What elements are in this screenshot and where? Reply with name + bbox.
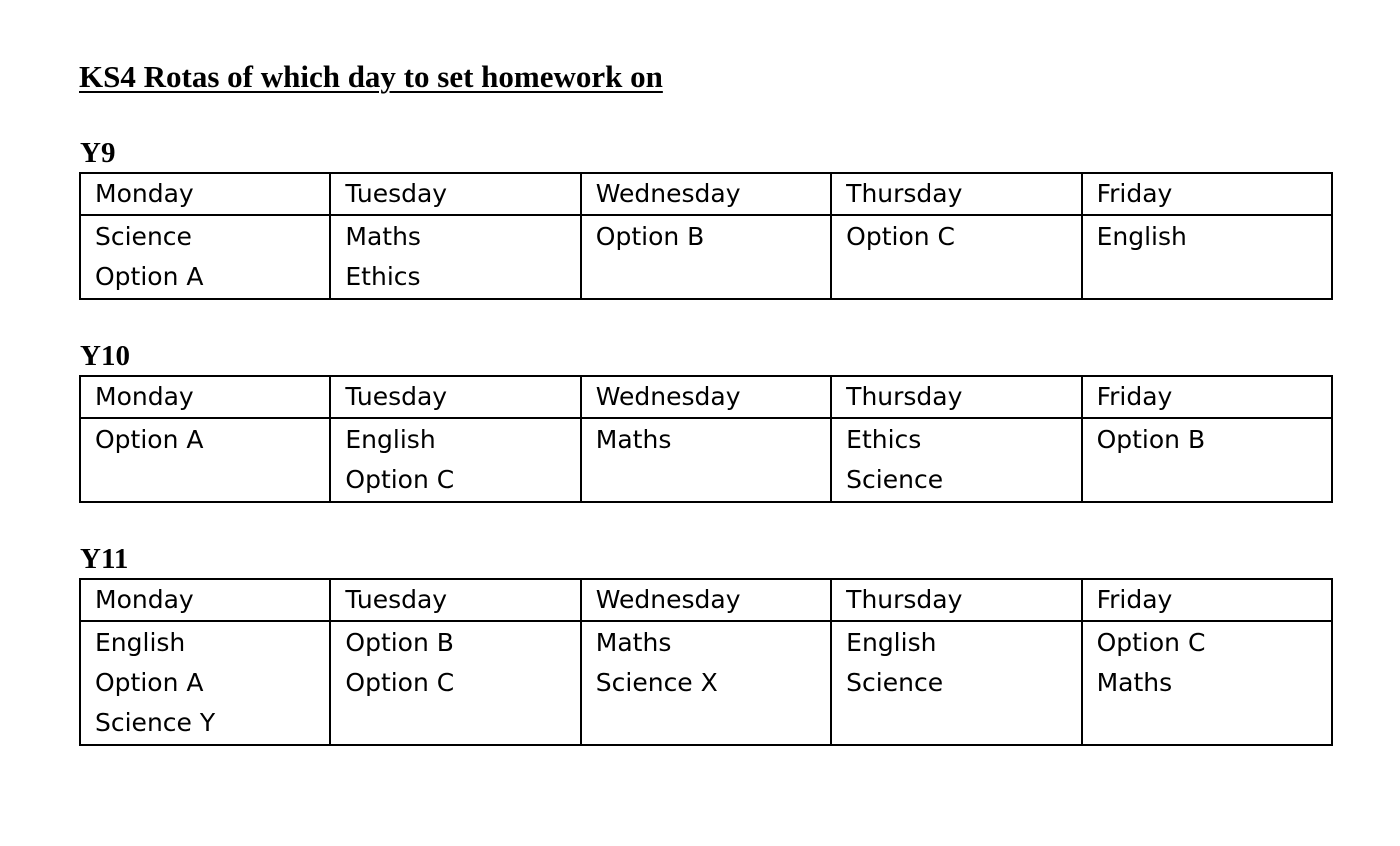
subject-item: Option C [345,465,455,494]
subject-item: Option C [1096,628,1206,657]
column-header-wednesday: Wednesday [581,376,831,418]
table-header-row [80,173,1332,215]
cell-friday [1082,418,1332,502]
column-header-thursday: Thursday [831,579,1081,621]
column-header-tuesday: Tuesday [330,579,580,621]
cell-monday [80,621,330,745]
subject-item: Ethics [846,425,922,454]
cell-wednesday [581,621,831,745]
subject-item: Maths [595,425,672,454]
subject-item: Option A [95,425,204,454]
cell-thursday [831,215,1081,299]
subject-item: Science Y [95,708,216,737]
subject-item: Option B [345,628,454,657]
table-header-row [80,376,1332,418]
year-heading-y10: Y10 [80,340,130,372]
column-header-tuesday: Tuesday [330,173,580,215]
subject-item: Science [846,668,944,697]
rota-table-y11 [79,578,1333,746]
subject-item: Science [95,222,192,251]
column-header-friday: Friday [1082,173,1332,215]
subject-item: Maths [1096,668,1173,697]
column-header-monday: Monday [80,173,330,215]
column-header-friday: Friday [1082,579,1332,621]
table-row [80,418,1332,502]
subject-item: Option A [95,262,204,291]
subject-item: Option B [595,222,705,251]
table-header-row [80,579,1332,621]
subject-item: Maths [595,628,672,657]
cell-tuesday [330,215,580,299]
column-header-friday: Friday [1082,376,1332,418]
cell-monday [80,418,330,502]
subject-item: English [95,628,186,657]
column-header-wednesday: Wednesday [581,579,831,621]
subject-item: Option C [345,668,455,697]
subject-item: English [846,628,937,657]
cell-friday [1082,621,1332,745]
subject-item: Ethics [345,262,421,291]
subject-item: English [345,425,436,454]
subject-item: English [1096,222,1187,251]
page-title: KS4 Rotas of which day to set homework on [79,59,663,94]
cell-friday [1082,215,1332,299]
column-header-tuesday: Tuesday [330,376,580,418]
column-header-thursday: Thursday [831,376,1081,418]
year-heading-y11: Y11 [80,543,129,575]
rota-table-y9 [79,172,1333,300]
cell-wednesday [581,418,831,502]
subject-item: Science X [595,668,718,697]
column-header-thursday: Thursday [831,173,1081,215]
column-header-monday: Monday [80,376,330,418]
table-row [80,215,1332,299]
subject-item: Maths [345,222,421,251]
cell-thursday [831,621,1081,745]
cell-monday [80,215,330,299]
rota-table-y10 [79,375,1333,503]
subject-item: Option C [846,222,956,251]
cell-thursday [831,418,1081,502]
year-heading-y9: Y9 [80,137,116,169]
cell-wednesday [581,215,831,299]
subject-item: Option A [95,668,204,697]
table-row [80,621,1332,745]
column-header-wednesday: Wednesday [581,173,831,215]
column-header-monday: Monday [80,579,330,621]
subject-item: Option B [1096,425,1206,454]
subject-item: Science [846,465,944,494]
cell-tuesday [330,621,580,745]
cell-tuesday [330,418,580,502]
